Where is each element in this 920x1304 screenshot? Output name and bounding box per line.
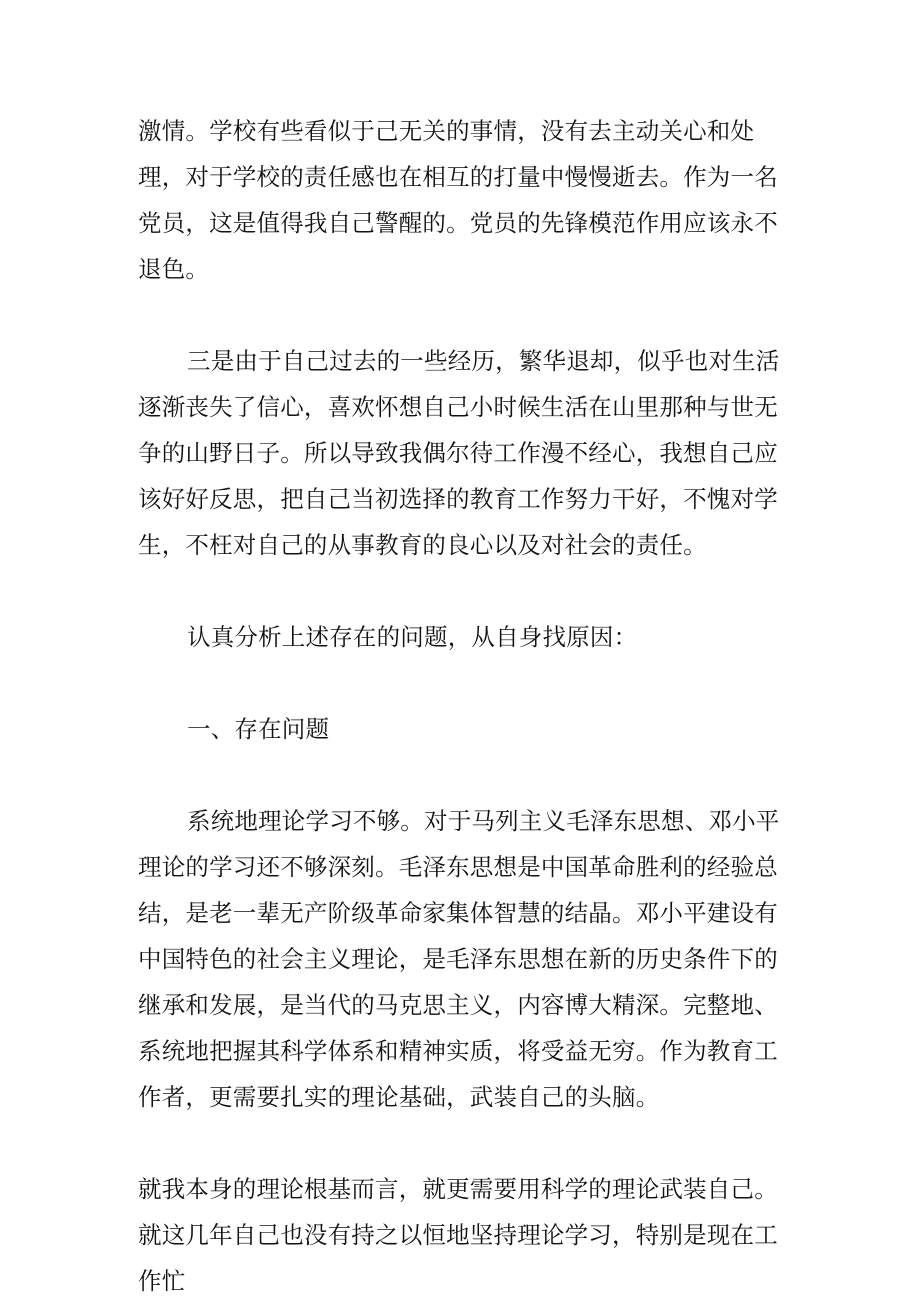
paragraph-theory-study: 系统地理论学习不够。对于马列主义毛泽东思想、邓小平理论的学习还不够深刻。毛泽东思想是中国革命胜利的经验总结，是老一辈无产阶级革命家集体智慧的结晶。邓小平建设有中国特色的社会主义理论，是毛泽东思想在新的历史条件下的继承和发展，是当代的马克思主义，内容博大精深。完整地、系统地把握其科学体系和精神实质，将受益无穷。作为教育工作者，更需要扎实的理论基础，武装自己的头脑。 xyxy=(138,807,780,1111)
document-page xyxy=(138,108,786,1304)
paragraph-theory-foundation: 就我本身的理论根基而言，就更需要用科学的理论武装自己。就这几年自己也没有持之以恒地坚持理论学习，特别是现在工作忙 xyxy=(138,1175,778,1295)
section-heading-existing-problems: 一、存在问题 xyxy=(187,715,330,743)
paragraph-reason-three: 三是由于自己过去的一些经历，繁华退却，似乎也对生活逐渐丧失了信心，喜欢怀想自己小时候生活在山里那种与世无争的山野日子。所以导致我偶尔待工作漫不经心，我想自己应该好好反思，把自己当初选择的教育工作努力干好，不愧对学生，不枉对自己的从事教育的良心以及对社会的责任。 xyxy=(138,347,780,559)
paragraph-analysis-intro: 认真分析上述存在的问题，从自身找原因： xyxy=(187,623,638,651)
paragraph-continuation: 激情。学校有些看似于己无关的事情，没有去主动关心和处理，对于学校的责任感也在相互的打量中慢慢逝去。作为一名党员，这是值得我自己警醒的。党员的先锋模范作用应该永不退色。 xyxy=(138,117,778,283)
